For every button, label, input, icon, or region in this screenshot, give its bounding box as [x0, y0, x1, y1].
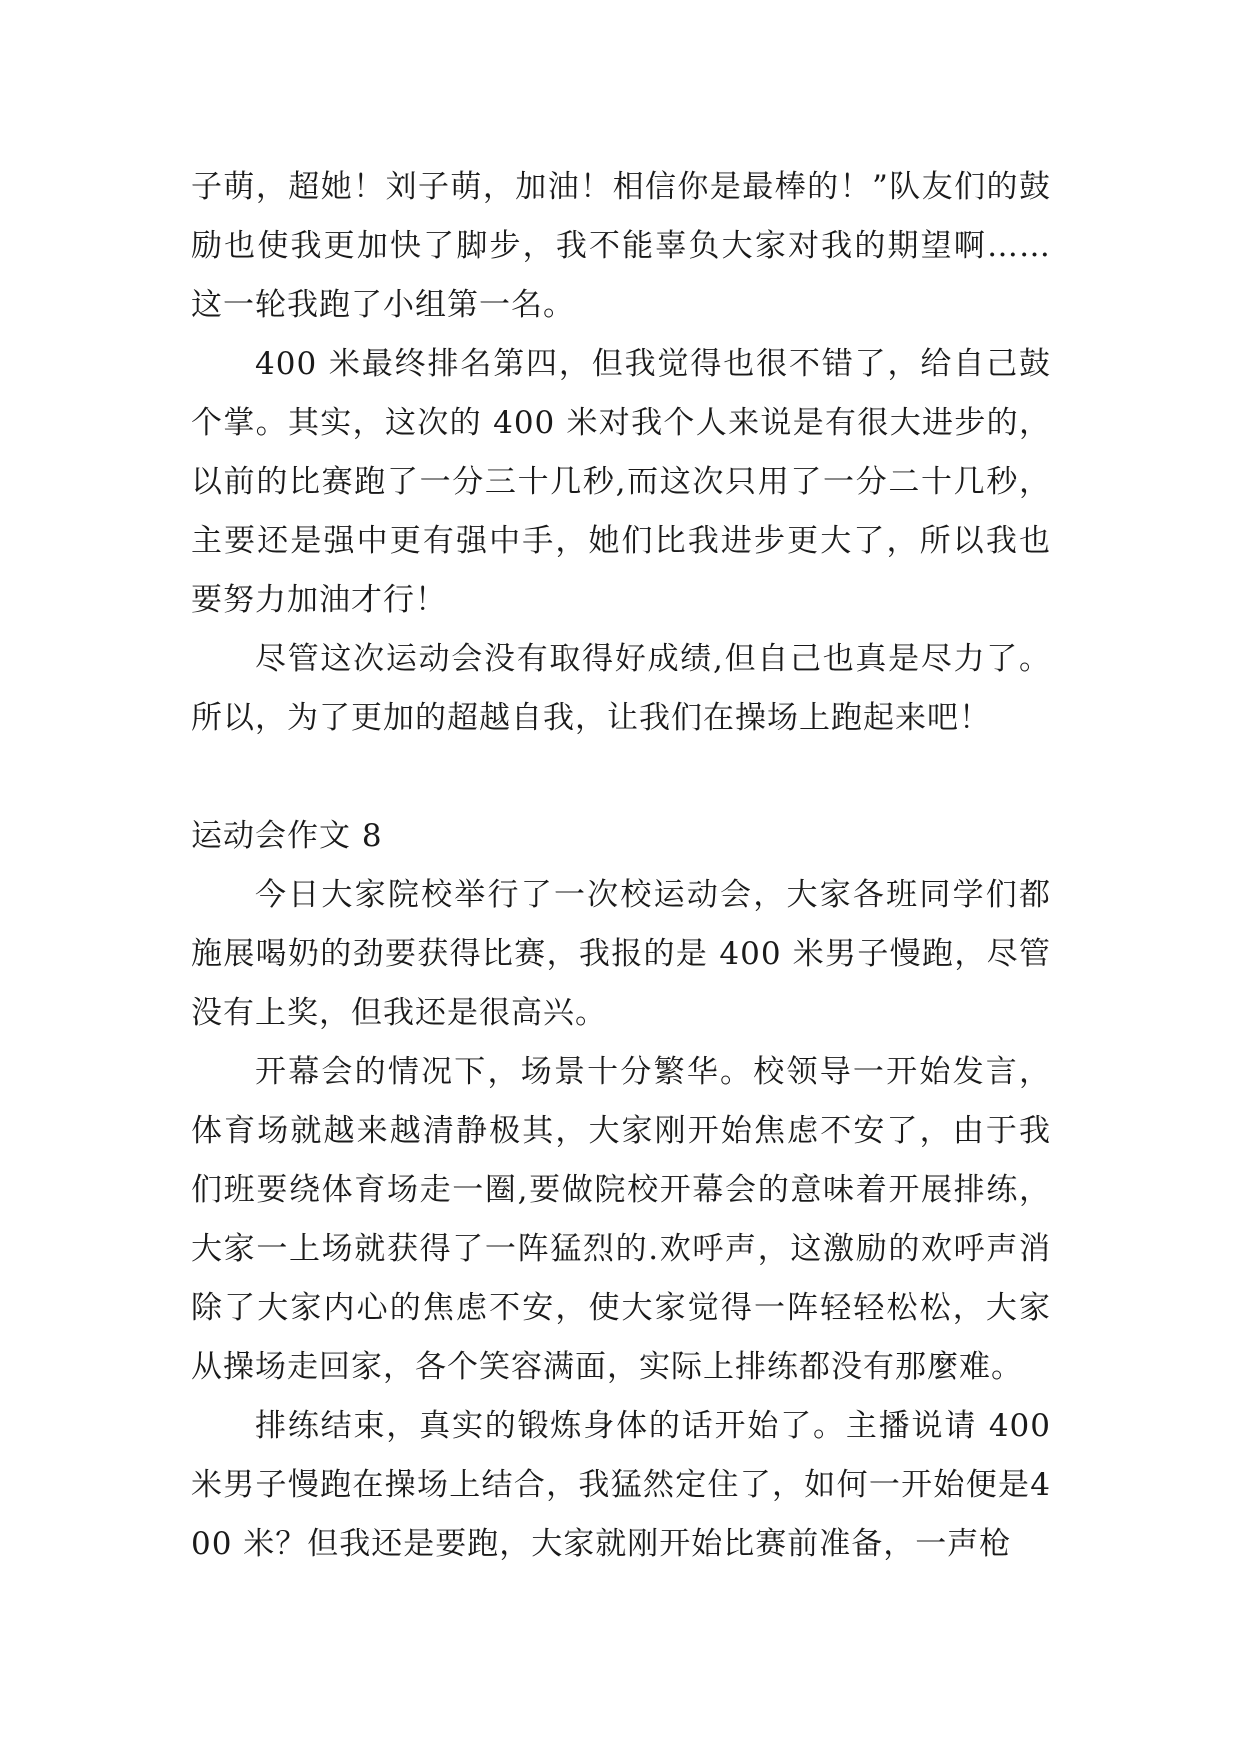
paragraph-opening-ceremony: 开幕会的情况下，场景十分繁华。校领导一开始发言，体育场就越来越清静极其，大家刚开始焦虑不安了，由于我们班要绕体育场走一圈,要做院校开幕会的意味着开展排练，大家一上场就获得了一阵猛烈的.欢呼声，这激励的欢呼声消除了大家内心的焦虑不安，使大家觉得一阵轻轻松松，大家从操场走回家，各个笑容满面，实际上排练都没有那麼难。 — [191, 1054, 1051, 1385]
paragraph-continued: 子萌，超她！刘子萌，加油！相信你是最棒的！”队友们的鼓励也使我更加快了脚步，我不能辜负大家对我的期望啊……这一轮我跑了小组第一名。 — [191, 169, 1051, 323]
document-body — [191, 158, 1051, 1574]
paragraph-race-start: 排练结束，真实的锻炼身体的话开始了。主播说请 400米男子慢跑在操场上结合，我猛然定住了，如何一开始便是400 米？但我还是要跑，大家就刚开始比赛前准备，一声枪 — [191, 1408, 1051, 1562]
paragraph-conclusion: 尽管这次运动会没有取得好成绩,但自己也真是尽力了。所以，为了更加的超越自我，让我们在操场上跑起来吧！ — [191, 641, 1051, 736]
section-title: 运动会作文 8 — [191, 818, 383, 854]
paragraph-400m-result: 400 米最终排名第四，但我觉得也很不错了，给自己鼓个掌。其实，这次的 400 米对我个人来说是有很大进步的，以前的比赛跑了一分三十几秒,而这次只用了一分二十几秒，主要还是强中更有强中手，她们比我进步更大了，所以我也要努力加油才行！ — [191, 346, 1051, 618]
paragraph-sports-meet-intro: 今日大家院校举行了一次校运动会，大家各班同学们都施展喝奶的劲要获得比赛，我报的是 400 米男子慢跑，尽管没有上奖，但我还是很高兴。 — [191, 877, 1051, 1031]
